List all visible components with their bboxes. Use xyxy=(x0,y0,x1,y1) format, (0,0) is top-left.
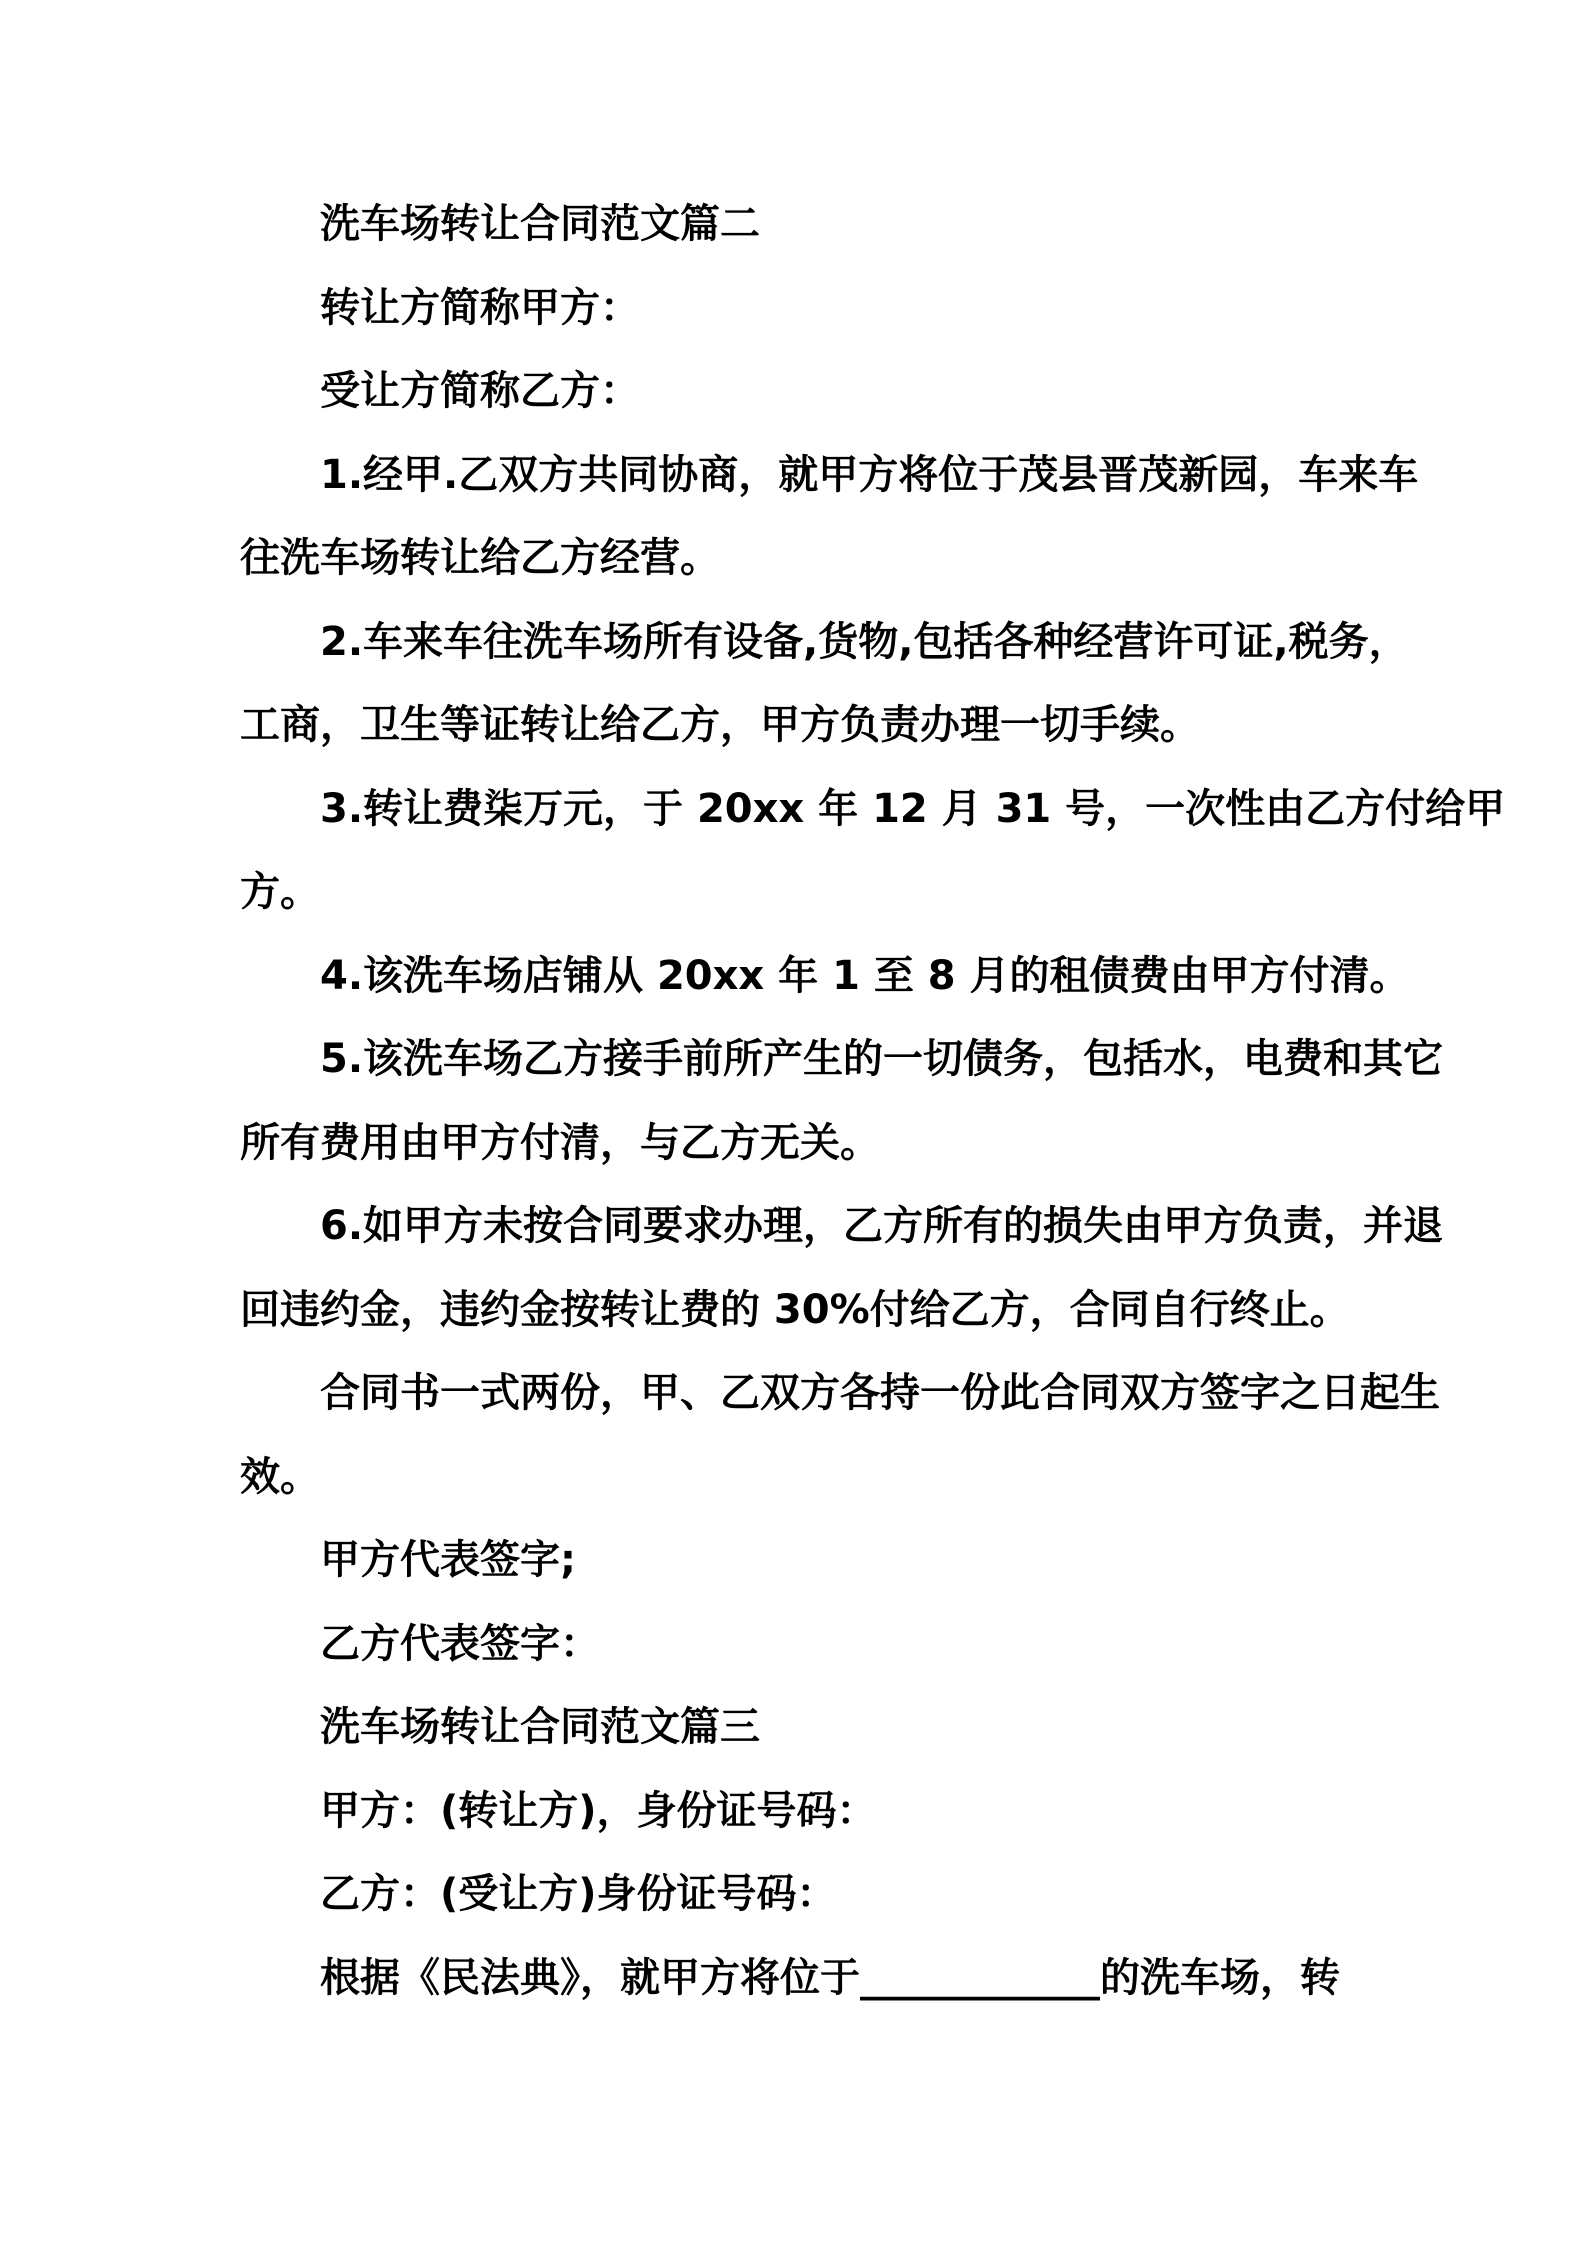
text-line: 乙方：(受让方)身份证号码： xyxy=(320,1871,837,1917)
text-line: 工商，卫生等证转让给乙方，甲方负责办理一切手续。 xyxy=(240,702,1200,748)
text-line: 根据《民法典》，就甲方将位于____________的洗车场，转 xyxy=(320,1954,1340,2001)
text-line: 所有费用由甲方付清，与乙方无关。 xyxy=(240,1119,880,1166)
text-line: 乙方代表签字： xyxy=(320,1620,600,1667)
text-line: 效。 xyxy=(240,1453,320,1500)
text-line: 3.转让费柒万元，于 20xx 年 12 月 31 号，一次性由乙方付给甲 xyxy=(320,785,1506,832)
text-line: 5.该洗车场乙方接手前所产生的一切债务，包括水，电费和其它 xyxy=(320,1036,1444,1082)
text-line: 4.该洗车场店铺从 20xx 年 1 至 8 月的租债费由甲方付清。 xyxy=(320,952,1410,999)
text-line: 甲方代表签字; xyxy=(320,1537,576,1583)
contract-body-text xyxy=(240,183,1506,2020)
text-line: 洗车场转让合同范文篇二 xyxy=(320,201,760,247)
text-line: 洗车场转让合同范文篇三 xyxy=(320,1704,760,1750)
text-line: 受让方简称乙方： xyxy=(320,368,640,414)
text-line: 6.如甲方未按合同要求办理，乙方所有的损失由甲方负责，并退 xyxy=(320,1203,1444,1249)
text-line: 1.经甲.乙双方共同协商，就甲方将位于茂县晋茂新园，车来车 xyxy=(320,451,1419,498)
text-line: 回违约金，违约金按转让费的 30%付给乙方，合同自行终止。 xyxy=(240,1286,1350,1333)
text-line: 转让方简称甲方： xyxy=(320,284,640,331)
text-line: 2.车来车往洗车场所有设备,货物,包括各种经营许可证,税务， xyxy=(320,618,1409,665)
text-line: 合同书一式两份，甲、乙双方各持一份此合同双方签字之日起生 xyxy=(320,1370,1440,1416)
text-line: 往洗车场转让给乙方经营。 xyxy=(240,535,720,581)
text-line: 方。 xyxy=(240,869,320,915)
text-line: 甲方：(转让方)，身份证号码： xyxy=(320,1787,877,1834)
